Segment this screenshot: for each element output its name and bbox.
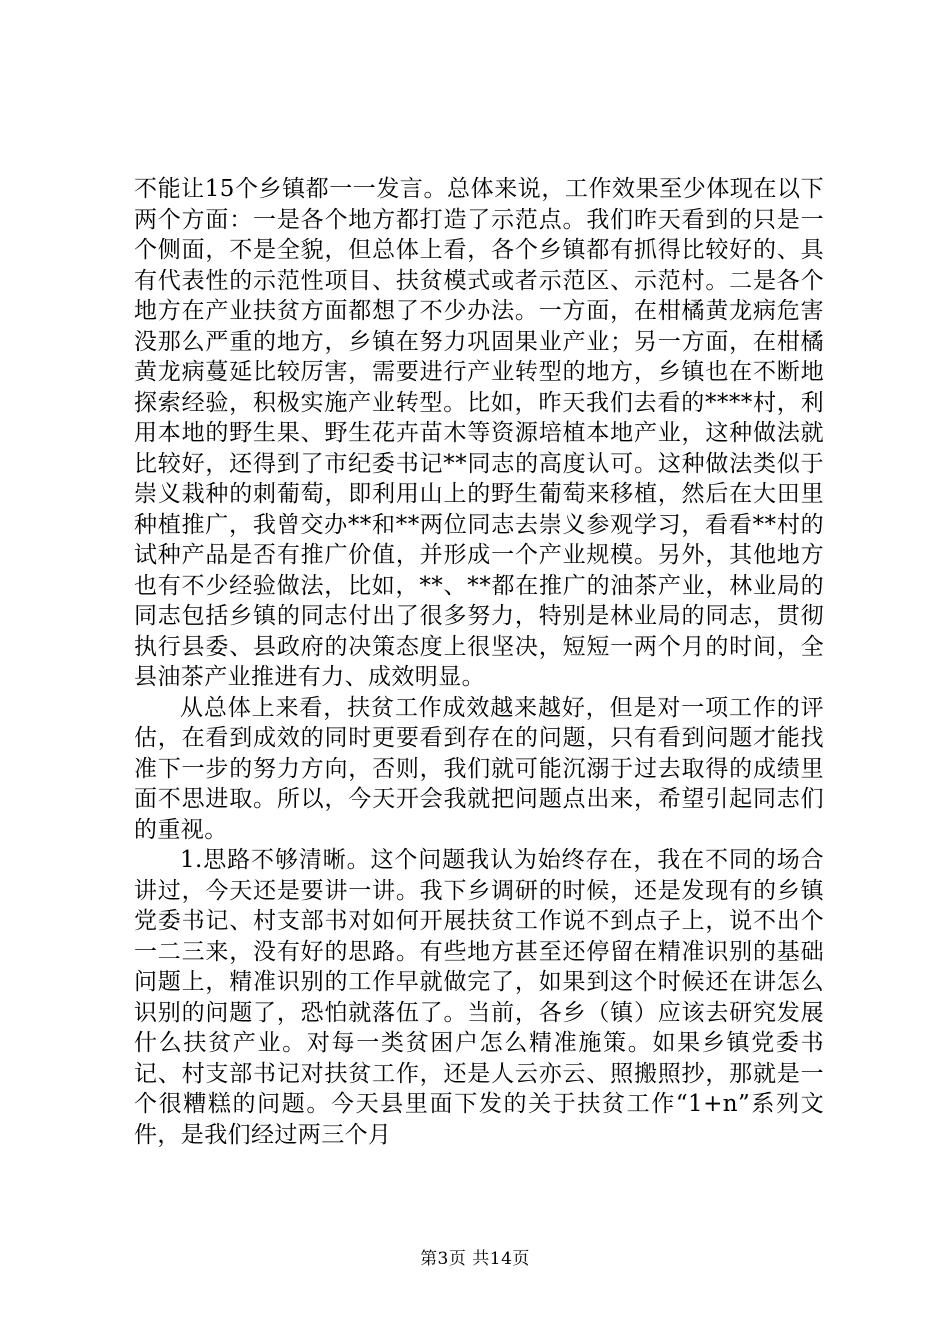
document-body (134, 174, 824, 1150)
page-footer: 第3页 共14页 (420, 1249, 530, 1269)
paragraph-continued: 不能让15个乡镇都一一发言。总体来说，工作效果至少体现在以下两个方面：一是各个地方都打造了示范点。我们昨天看到的只是一个侧面，不是全貌，但总体上看，各个乡镇都有抓得比较好的、具有代表性的示范性项目、扶贫模式或者示范区、示范村。二是各个地方在产业扶贫方面都想了不少办法。一方面，在柑橘黄龙病危害没那么严重的地方，乡镇在努力巩固果业产业；另一方面，在柑橘黄龙病蔓延比较厉害，需要进行产业转型的地方，乡镇也在不断地探索经验，积极实施产业转型。比如，昨天我们去看的****村，利用本地的野生果、野生花卉苗木等资源培植本地产业，这种做法就比较好，还得到了市纪委书记**同志的高度认可。这种做法类似于崇义栽种的刺葡萄，即利用山上的野生葡萄来移植，然后在大田里种植推广，我曾交办**和**两位同志去崇义参观学习，看看**村的试种产品是否有推广价值，并形成一个产业规模。另外，其他地方也有不少经验做法，比如，**、**都在推广的油茶产业，林业局的同志包括乡镇的同志付出了很多努力，特别是林业局的同志，贯彻执行县委、县政府的决策态度上很坚决，短短一两个月的时间，全县油茶产业推进有力、成效明显。 (134, 176, 824, 690)
paragraph-issue-1: 1.思路不够清晰。这个问题我认为始终存在，我在不同的场合讲过，今天还是要讲一讲。我下乡调研的时候，还是发现有的乡镇党委书记、村支部书对如何开展扶贫工作说不到点子上，说不出个一二三来，没有好的思路。有些地方甚至还停留在精准识别的基础问题上，精准识别的工作早就做完了，如果到这个时候还在讲怎么识别的问题了，恐怕就落伍了。当前，各乡（镇）应该去研究发展什么扶贫产业。对每一类贫困户怎么精准施策。如果乡镇党委书记、村支部书记对扶贫工作，还是人云亦云、照搬照抄，那就是一个很糟糕的问题。今天县里面下发的关于扶贫工作“1+n”系列文件，是我们经过两三个月 (134, 847, 824, 1148)
paragraph-overall-assessment: 从总体上来看，扶贫工作成效越来越好，但是对一项工作的评估，在看到成效的同时更要看到存在的问题，只有看到问题才能找准下一步的努力方向，否则，我们就可能沉溺于过去取得的成绩里面不思进取。所以，今天开会我就把问题点出来，希望引起同志们的重视。 (134, 694, 824, 843)
